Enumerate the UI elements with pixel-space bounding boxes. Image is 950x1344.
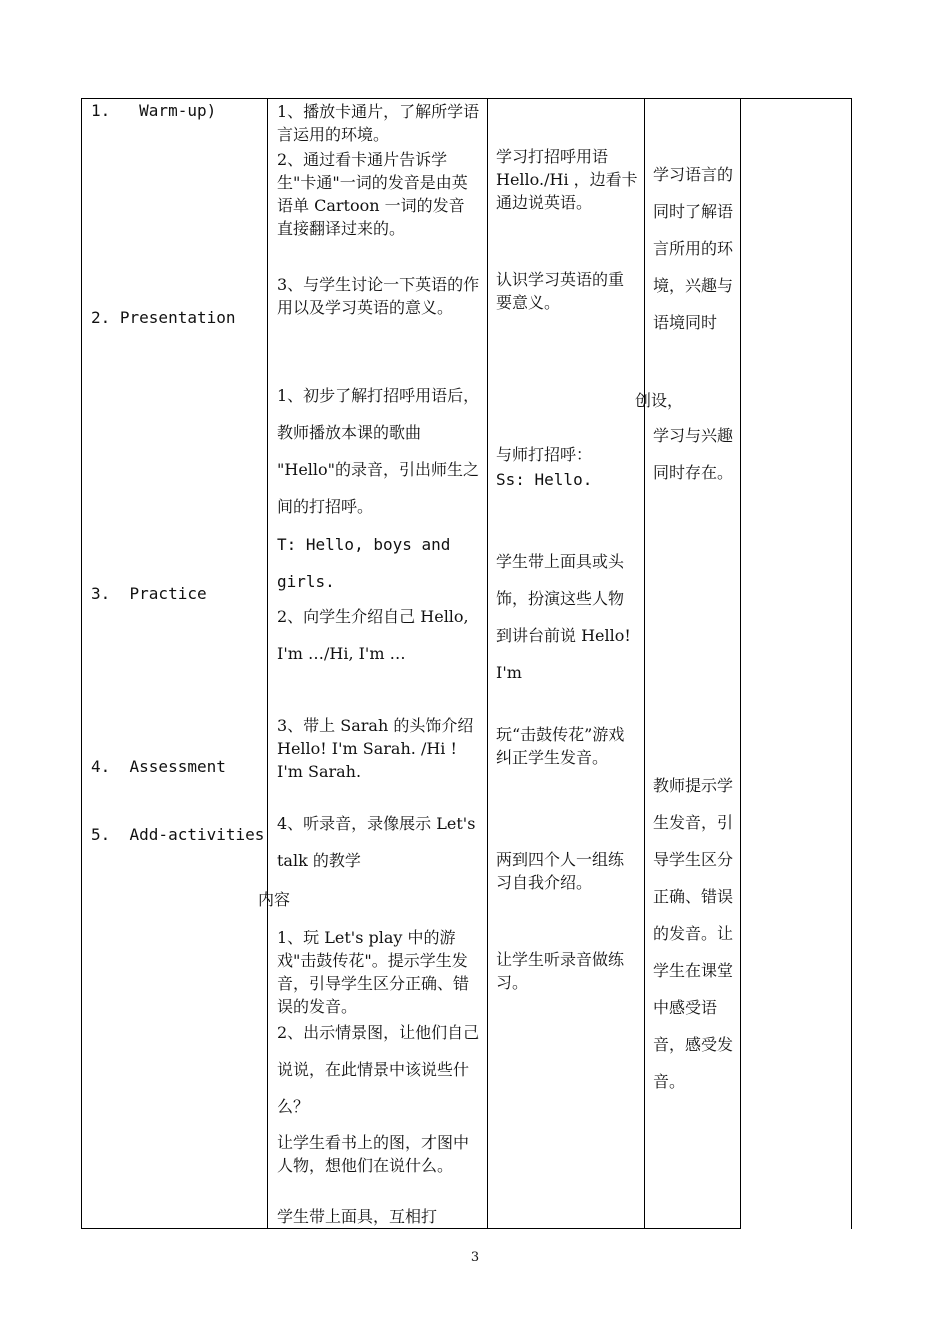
teacher-text-3: 3、与学生讨论一下英语的作用以及学习英语的意义。	[277, 275, 480, 317]
teacher-text-1: 1、播放卡通片，了解所学语言运用的环境。	[277, 102, 480, 144]
step-practice: 3. Practice	[91, 584, 207, 603]
column-divider-4	[644, 98, 645, 1229]
page-number: 3	[470, 1250, 480, 1265]
table-top-border	[81, 98, 851, 99]
student-text-3: 与师打招呼：	[496, 445, 593, 464]
teacher-text-11: 让学生看书上的图，才图中人物，想他们在说什么。	[277, 1133, 470, 1175]
step-assessment: 4. Assessment	[91, 757, 226, 776]
column-divider-3	[487, 98, 488, 1229]
column-divider-6	[851, 98, 852, 1229]
teacher-text-7: 3、带上 Sarah 的头饰介绍 Hello! I'm Sarah. /Hi ! I'm Sarah.	[277, 716, 474, 781]
teacher-text-4: 1、初步了解打招呼用语后，教师播放本课的歌曲 "Hello"的录音，引出师生之间的打招呼。	[277, 386, 480, 516]
student-text-1: 学习打招呼用语 Hello./Hi ，边看卡通边说英语。	[496, 147, 638, 212]
intent-text-1-overflow: 创设，	[635, 391, 684, 410]
student-text-4: 学生带上面具或头饰，扮演这些人物到讲台前说 Hello! I'm	[496, 552, 631, 682]
student-text-6: 两到四个人一组练习自我介绍。	[496, 850, 625, 892]
teacher-text-9: 1、玩 Let's play 中的游戏"击鼓传花"。提示学生发音，引导学生区分正确、错误的发音。	[277, 928, 470, 1016]
teacher-text-5: T: Hello, boys and girls.	[277, 535, 451, 591]
step-presentation: 2. Presentation	[91, 308, 236, 327]
teacher-text-10: 2、出示情景图，让他们自己说说，在此情景中该说些什么？	[277, 1023, 480, 1116]
teacher-text-8: 4、听录音，录像展示 Let's talk 的教学	[277, 814, 476, 870]
teacher-text-2: 2、通过看卡通片告诉学生"卡通"一词的发音是由英语单 Cartoon 一词的发音直接翻译过来的。	[277, 150, 468, 238]
column-divider-1	[81, 98, 82, 1229]
table-bottom-border	[81, 1228, 741, 1229]
student-text-5: 玩“击鼓传花”游戏纠正学生发音。	[496, 725, 625, 767]
intent-text-2: 教师提示学生发音，引导学生区分正确、错误的发音。让学生在课堂中感受语音，感受发音。	[653, 776, 734, 1091]
student-text-7: 让学生听录音做练习。	[496, 950, 625, 992]
step-add-activities: 5. Add-activities	[91, 825, 265, 844]
teacher-text-12: 学生带上面具，互相打	[277, 1207, 438, 1226]
intent-text-1c: 学习与兴趣同时存在。	[653, 426, 734, 482]
step-warm-up: 1. Warm-up)	[91, 101, 217, 120]
intent-text-1: 学习语言的同时了解语言所用的环境，兴趣与语境同时	[653, 165, 734, 332]
teacher-text-8-tail: 内容	[258, 890, 291, 909]
teacher-text-6: 2、向学生介绍自己 Hello, I'm …/Hi, I'm …	[277, 607, 469, 663]
student-text-2: 认识学习英语的重要意义。	[496, 270, 625, 312]
column-divider-5	[740, 98, 741, 1229]
student-text-3b: Ss: Hello.	[496, 470, 593, 489]
column-divider-2	[267, 98, 268, 1229]
